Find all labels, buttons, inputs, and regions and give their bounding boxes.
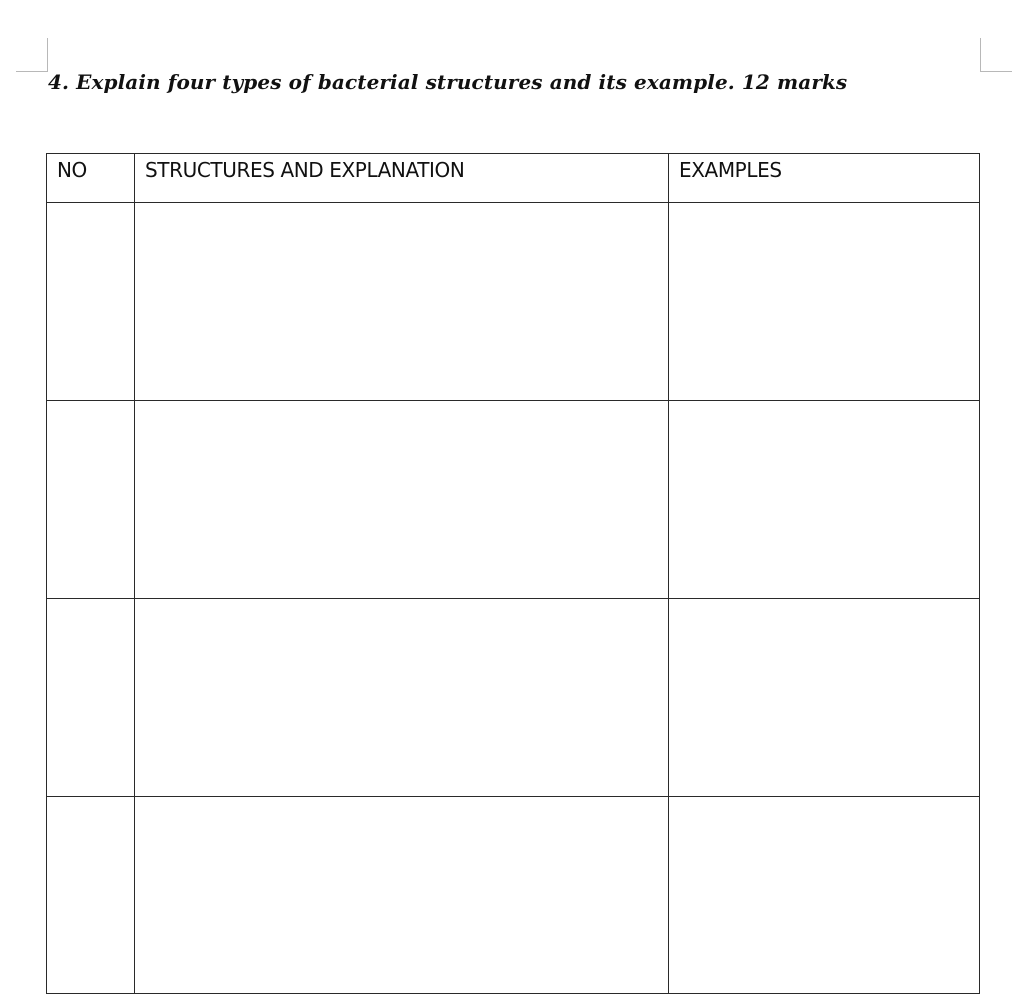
header-no: NO [47, 154, 135, 203]
header-examples: EXAMPLES [669, 154, 980, 203]
crop-mark-top-right [980, 38, 1012, 72]
crop-mark-top-left [16, 38, 48, 72]
header-structures-and-explanation: STRUCTURES AND EXPLANATION [135, 154, 669, 203]
cell-no[interactable] [47, 797, 135, 994]
table-row [47, 401, 980, 599]
cell-no[interactable] [47, 599, 135, 797]
cell-structure[interactable] [135, 401, 669, 599]
cell-example[interactable] [669, 797, 980, 994]
cell-no[interactable] [47, 203, 135, 401]
cell-no[interactable] [47, 401, 135, 599]
answer-table [46, 153, 980, 994]
cell-example[interactable] [669, 599, 980, 797]
cell-structure[interactable] [135, 599, 669, 797]
question-text: 4. Explain four types of bacterial structures and its example. 12 marks [48, 70, 848, 94]
cell-structure[interactable] [135, 203, 669, 401]
table-row [47, 797, 980, 994]
cell-example[interactable] [669, 203, 980, 401]
table-row [47, 599, 980, 797]
cell-example[interactable] [669, 401, 980, 599]
cell-structure[interactable] [135, 797, 669, 994]
table-row [47, 203, 980, 401]
table-header-row [47, 154, 980, 203]
